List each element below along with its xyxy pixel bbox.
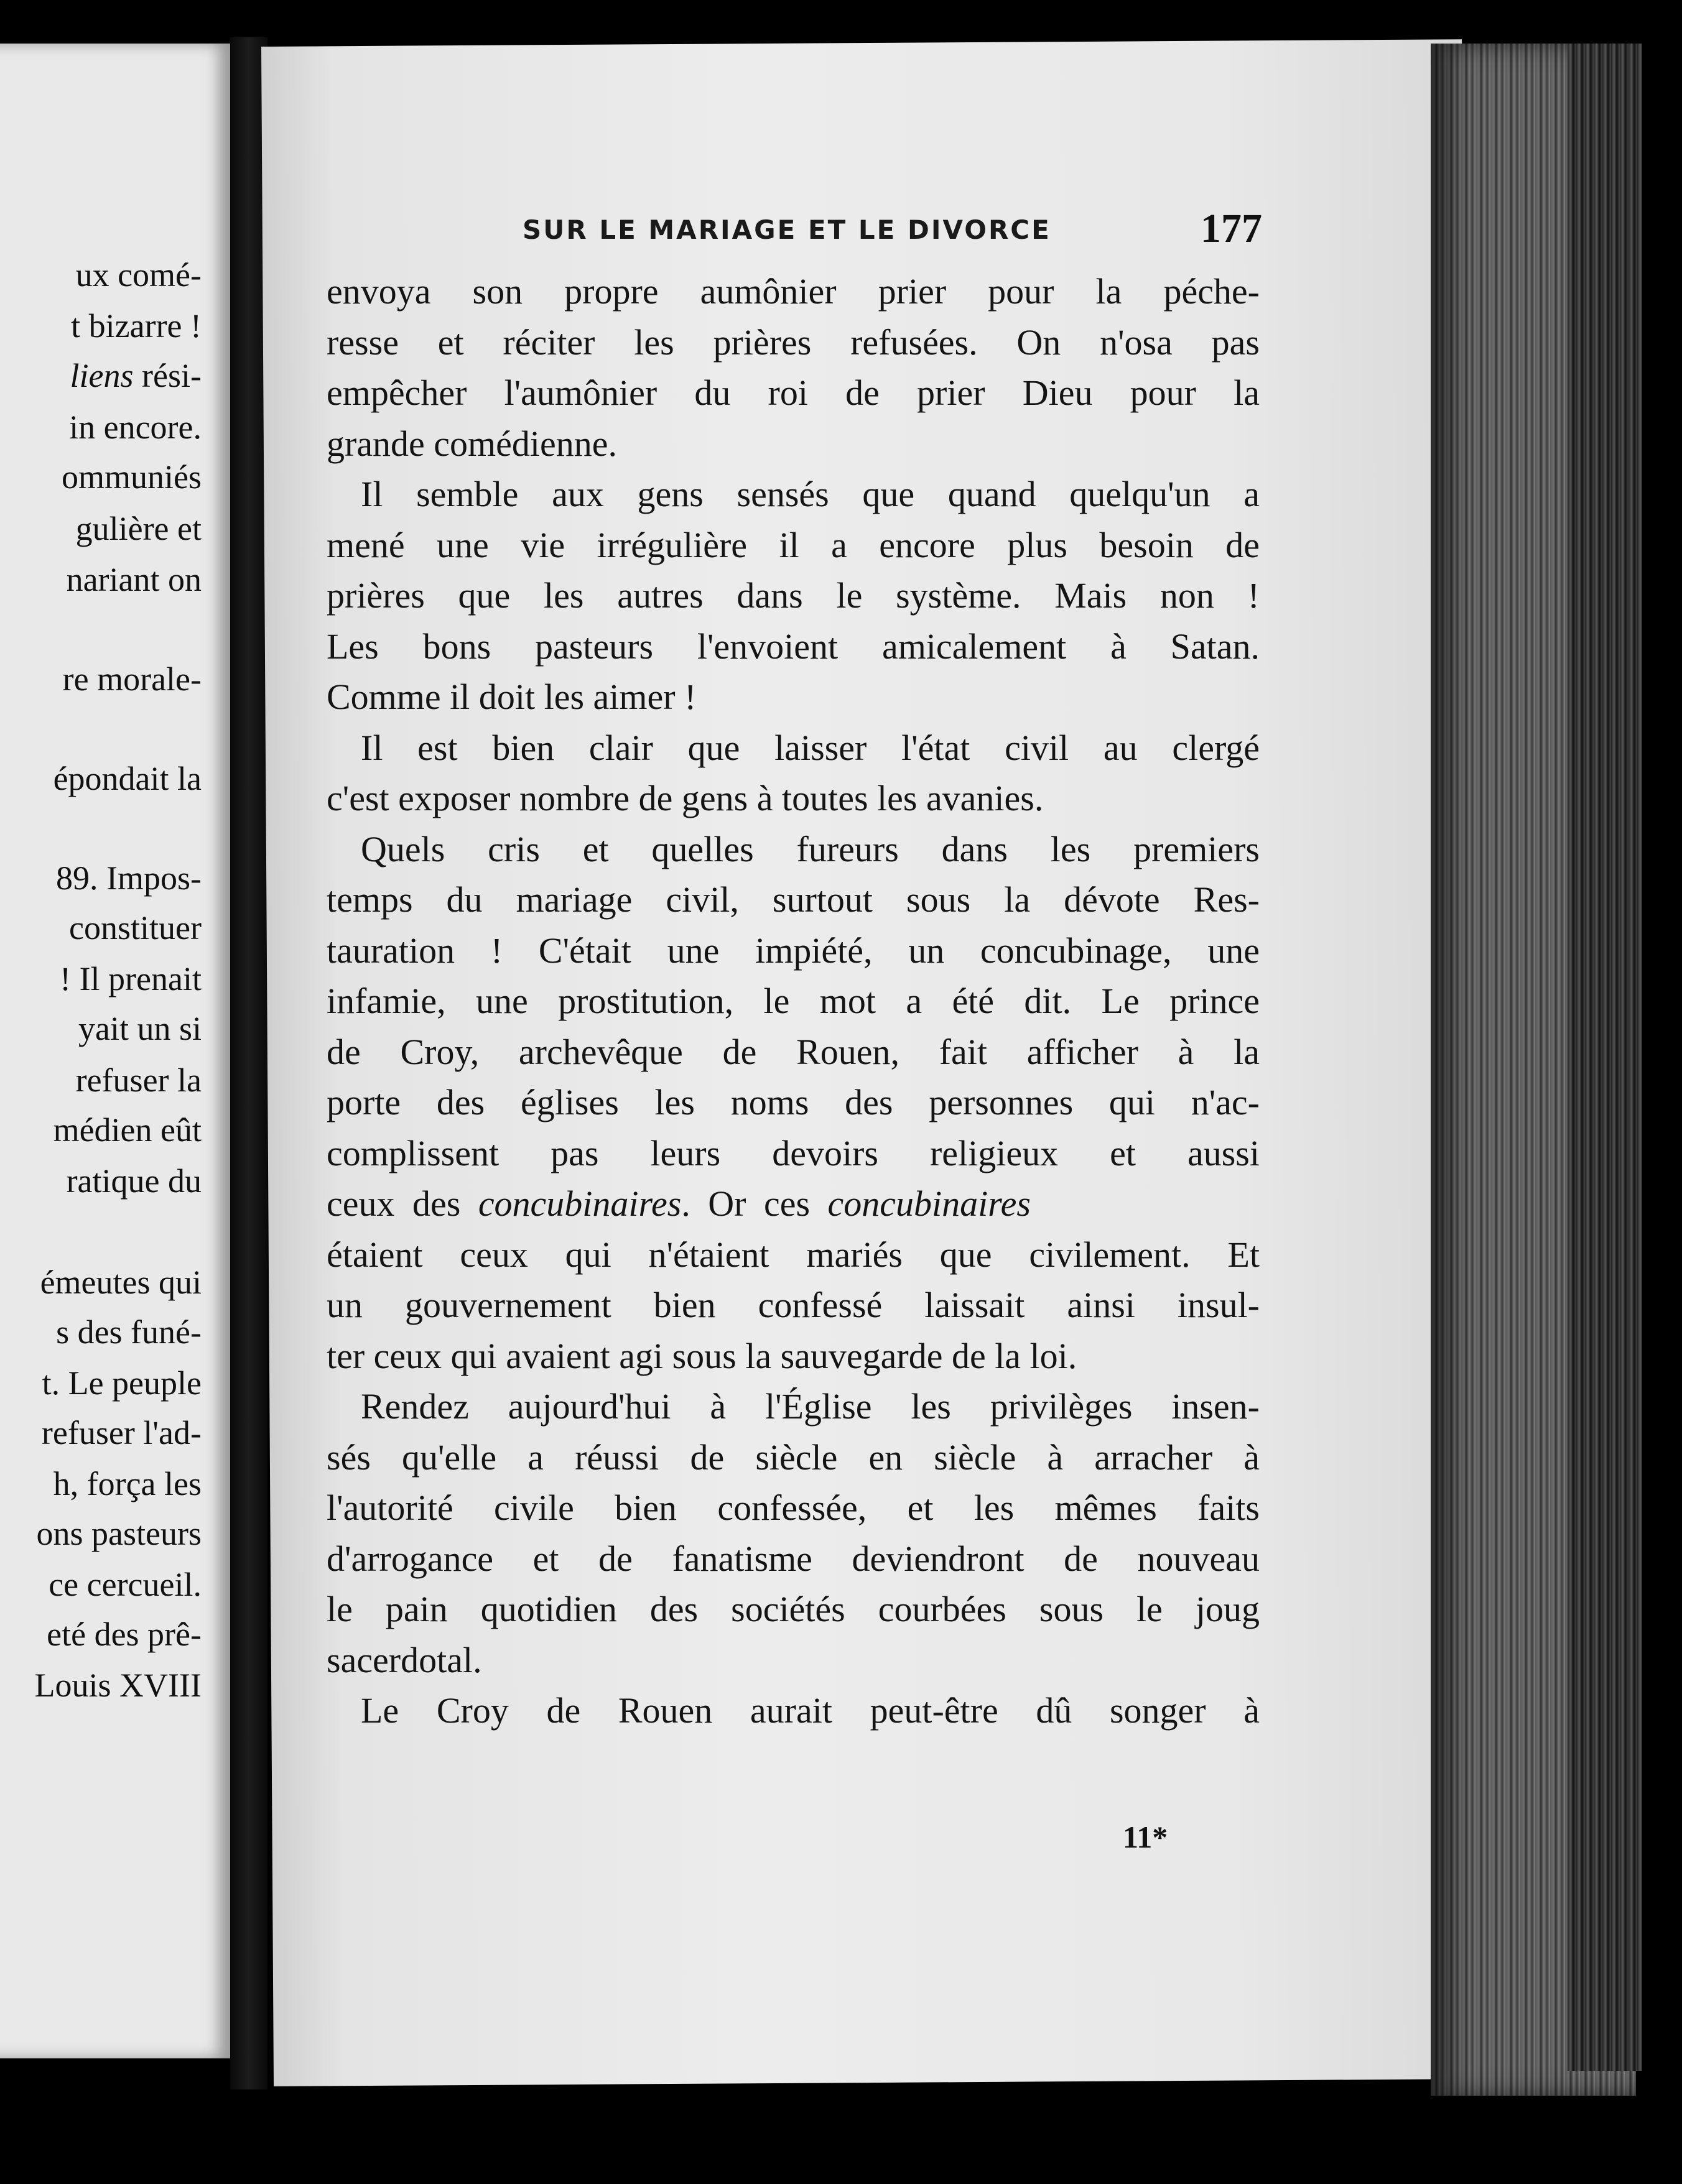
body-line: Rendez aujourd'hui à l'Église les privilèges insen-: [361, 1386, 1260, 1427]
body-line: d'arrogance et de fanatisme deviendront de nouveau: [327, 1539, 1260, 1579]
body-line: le pain quotidien des sociétés courbées sous le joug: [327, 1589, 1260, 1629]
body-line: Le Croy de Rouen aurait peut-être dû songer à: [361, 1690, 1260, 1731]
left-page-line: 89. Impos-: [56, 859, 202, 897]
body-line: tauration ! C'était une impiété, un concubinage, une: [327, 930, 1260, 971]
left-facing-page: [0, 44, 230, 2058]
left-page-line: ons pasteurs: [36, 1515, 202, 1552]
body-line: de Croy, archevêque de Rouen, fait afficher à la: [327, 1032, 1260, 1072]
left-page-line: yait un si: [78, 1010, 202, 1047]
body-line: ter ceux qui avaient agi sous la sauvegarde de la loi.: [327, 1336, 1077, 1376]
body-line: complissent pas leurs devoirs religieux et aussi: [327, 1133, 1260, 1173]
left-page-line: [70, 359, 202, 392]
body-line: étaient ceux qui n'étaient mariés que civilement. Et: [327, 1234, 1260, 1275]
left-page-line: ux comé-: [75, 256, 202, 294]
book-gutter: [230, 37, 267, 2089]
left-page-line-suffix: rési-: [133, 357, 202, 394]
body-line: sés qu'elle a réussi de siècle en siècle à arracher à: [327, 1437, 1260, 1478]
left-page-line: Louis XVIII: [34, 1667, 202, 1704]
body-line: resse et réciter les prières refusées. On n'osa pas: [327, 322, 1260, 363]
body-line: c'est exposer nombre de gens à toutes les avanies.: [327, 778, 1044, 818]
left-page-line: nariant on: [66, 561, 202, 598]
body-line: Comme il doit les aimer !: [327, 677, 697, 717]
body-line: un gouvernement bien confessé laissait ainsi insul-: [327, 1285, 1260, 1325]
italic-word: concubinaires: [478, 1183, 682, 1224]
left-page-line: eté des prê-: [47, 1616, 202, 1653]
body-line: Il est bien clair que laisser l'état civil au clergé: [361, 728, 1260, 768]
left-page-line: émeutes qui: [40, 1264, 202, 1301]
body-line-concubinaires: [327, 1183, 1260, 1224]
left-page-line: refuser la: [75, 1062, 202, 1099]
page-edges-outer: [1568, 44, 1642, 2071]
body-line: mené une vie irrégulière il a encore plus besoin de: [327, 525, 1260, 565]
body-line: sacerdotal.: [327, 1640, 482, 1680]
body-line: infamie, une prostitution, le mot a été dit. Le prince: [327, 981, 1260, 1021]
left-page-line: h, força les: [53, 1465, 202, 1502]
left-page-line: re morale-: [62, 660, 202, 698]
left-page-line: ! Il prenait: [60, 960, 202, 997]
body-text-fragment: . Or ces: [681, 1183, 828, 1224]
left-page-line: ratique du: [66, 1162, 202, 1200]
left-page-italic-word: liens: [70, 357, 134, 394]
running-head: SUR LE MARIAGE ET LE DIVORCE: [523, 215, 1051, 245]
body-line: grande comédienne.: [327, 423, 618, 464]
left-page-line: constituer: [69, 909, 202, 946]
body-line: porte des églises les noms des personnes qui n'ac-: [327, 1082, 1260, 1122]
body-line: temps du mariage civil, surtout sous la dévote Res-: [327, 879, 1260, 920]
body-line: Les bons pasteurs l'envoient amicalement à Satan.: [327, 626, 1260, 667]
left-page-line: gulière et: [75, 510, 202, 547]
left-page-line: médien eût: [53, 1111, 202, 1149]
left-page-line: ommuniés: [62, 458, 202, 496]
left-page-line: épondait la: [53, 760, 202, 797]
left-page-line: in encore.: [69, 409, 202, 446]
italic-word: concubinaires: [827, 1183, 1031, 1224]
left-page-line: ce cercueil.: [49, 1566, 202, 1603]
body-line: envoya son propre aumônier prier pour la péche-: [327, 271, 1260, 312]
left-page-line: s des funé-: [56, 1313, 202, 1351]
body-text-fragment: ceux des: [327, 1183, 478, 1224]
body-line: empêcher l'aumônier du roi de prier Dieu pour la: [327, 372, 1260, 413]
body-line: l'autorité civile bien confessée, et les mêmes faits: [327, 1488, 1260, 1528]
body-line: prières que les autres dans le système. Mais non !: [327, 575, 1260, 616]
signature-mark: 11*: [1123, 1820, 1168, 1854]
body-line: Il semble aux gens sensés que quand quelqu'un a: [361, 474, 1260, 514]
left-page-line: refuser l'ad-: [41, 1414, 202, 1451]
left-page-line: t. Le peuple: [42, 1364, 202, 1402]
page-number: 177: [1201, 206, 1262, 251]
body-line: Quels cris et quelles fureurs dans les premiers: [361, 829, 1260, 869]
left-page-line: t bizarre !: [71, 307, 202, 345]
